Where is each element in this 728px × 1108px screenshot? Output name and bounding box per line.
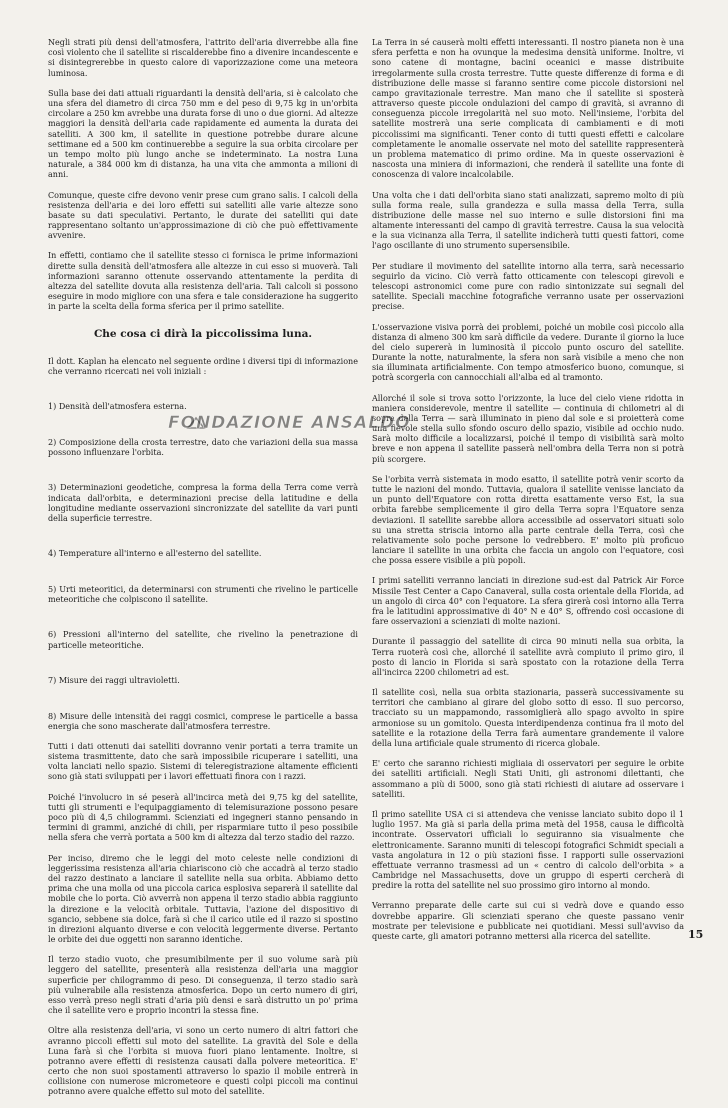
right-paragraph-6: Se l'orbita verrà sistemata in modo esatto, il satellite potrà venir scorto da tutte le nazioni del mondo. Tuttavia, qualora il satellite venisse lanciato da un punto dell'Equatore con rotta diretta esattamente verso Est, la sua orbita farebbe semplicemente il giro della Terra sopra l'Equatore senza deviazioni. Il satellite sarebbe allora accessibile ad osservatori situati solo su una stretta striscia intorno alla parte centrale della Terra, così che relativamente solo poche persone lo vedrebbero. E' molto più proficuo lanciare il satellite in una orbita che faccia un angolo con l'equatore, così che possa essere visibile a più popoli. xyxy=(372,474,684,566)
watermark: FONDAZIONE ANSALDO xyxy=(168,413,411,433)
left-paragraph-3: Comunque, queste cifre devono venir prese cum grano salis. I calcoli della resistenza dell'aria e dei loro effetti sui satelliti alle varie altezze sono basate su dati speculativi. Pertanto, le durate dei satelliti qui date rappresentano soltanto un'approssimazione di ciò che può effettivamente avvenire. xyxy=(48,190,358,241)
left-paragraph-5: Tutti i dati ottenuti dai satelliti dovranno venir portati a terra tramite un sistema trasmittente, dato che sarà impossibile ricuperare i satelliti, una volta lanciati nello spazio. Sistemi di teleregistrazione altamente efficienti sono già stati sviluppati per i lavori effettuati finora con i razzi. xyxy=(48,742,358,782)
right-paragraph-2: Una volta che i dati dell'orbita siano stati analizzati, sapremo molto di più sulla forma reale, sulla grandezza e sulla massa della Terra, sulla distribuzione delle masse nel suo interno e sulle distorsioni fini ma altamente interessanti del campo di gravità terrestre. Causa la sua velocità e la sua vicinanza alla Terra, il satellite indicherà tutti questi fattori, come l'ago oscillante di uno strumento supersensibile. xyxy=(372,190,684,251)
left-paragraph-8: Il terzo stadio vuoto, che presumibilmente per il suo volume sarà più leggero del satellite, presenterà alla resistenza dell'aria una maggior superficie per chilogrammo di peso. Di conseguenza, il terzo stadio sarà più vulnerabile alla resistenza atmosferica. Dopo un certo numero di giri, esso verrà preso negli strati d'aria più densi e sarà distrutto un po' prima che il satellite vero e proprio incontri la stessa fine. xyxy=(48,955,358,1016)
left-paragraph-7: Per inciso, diremo che le leggi del moto celeste nelle condizioni di leggerissima resistenza all'aria chiariscono ciò che accadrà al terzo stadio del razzo destinato a lanciare il satellite nella sua orbita. Abbiamo detto prima che una molla od una piccola carica esplosiva separerà il satellite dal mobile che lo porta. Ciò avverrà non appena il terzo stadio abbia raggiunto la direzione e la velocità orbitale. Tuttavia, l'azione del dispositivo di sgancio, sebbene sia dolce, farà sì che il carico utile ed il razzo si spostino in direzioni alquanto diverse e con velocità leggermente diverse. Pertanto le orbite dei due oggetti non saranno identiche. xyxy=(48,853,358,944)
list-item-2: 2) Composizione della crosta terrestre, dato che variazioni della sua massa possono influenzare l'orbita. xyxy=(48,437,358,457)
section-heading: Che cosa ci dirà la piccolissima luna. xyxy=(93,327,313,340)
list-item-5: 5) Urti meteoritici, da determinarsi con strumenti che rivelino le particelle meteoritiche che colpiscono il satellite. xyxy=(48,584,358,604)
right-paragraph-9: Il satellite così, nella sua orbita stazionaria, passerà successivamente su territori che cambiano al girare del globo sotto di esso. Il suo percorso, tracciato su un mappamondo, rassomiglierà allo spago avvolto in spire armoniose su un gomitolo. Questa interdipendenza continua fra il moto del satellite e la rotazione della Terra farà aumentare grandemente il valore della luna artificiale quale strumento di ricerca globale. xyxy=(372,688,684,748)
right-column xyxy=(372,28,684,941)
right-paragraph-12: Verranno preparate delle carte sui cui si vedrà dove e quando esso dovrebbe apparire. Gli scienziati sperano che queste passano venir mostrate per televisione e pubblicate nei quotidiani. Messi sull'avviso da queste carte, gli amatori potranno mettersi alla ricerca del satellite. xyxy=(372,901,684,941)
right-paragraph-1: La Terra in sé causerà molti effetti interessanti. Il nostro pianeta non è una sfera perfetta e non ha ovunque la medesima densità uniforme. Inoltre, vi sono catene di montagne, bacini oceanici e masse distribuite irregolarmente sulla crosta terrestre. Tutte queste differenze di forma e di distribuzione delle masse si faranno sentire come piccole distorsioni nel campo gravitazionale terrestre. Man mano che il satellite si sposterà attraverso queste piccole ondulazioni del campo di gravità, si avranno di conseguenza piccole irregolarità nel suo moto. Nell'insieme, l'orbita del satellite mostrerà una serie complicata di cambiamenti e di moti piccolissimi ma significanti. Tener conto di tutti questi effetti e calcolare completamente le anomalie osservate nel moto del satellite rappresenterà un problema matematico di primo ordine. Ma in queste osservazioni è nascosta una miniera di informazioni, che renderà il satellite una fonte di conoscenza di valore incalcolabile. xyxy=(372,38,684,180)
right-paragraph-5: Allorché il sole si trova sotto l'orizzonte, la luce del cielo viene ridotta in maniera considerevole, mentre il satellite — continuia di chilometri al di sopra della Terra — sarà illuminato in pieno dal sole e si proietterà come una fievole stella sullo sfondo oscuro dello spazio, visibile ad occhio nudo. Sarà molto difficile a localizzarsi, poiché il tempo di visibilità sarà molto breve e non appena il satellite passerà nell'ombra della Terra non si potrà più scorgere. xyxy=(372,393,684,464)
right-paragraph-11: Il primo satellite USA ci si attendeva che venisse lanciato subito dopo il 1 luglio 1957. Ma già si parla della prima metà del 1958, causa le difficoltà incontrate. Osservatori ufficiali lo seguiranno sia visualmente che elettronicamente. Saranno muniti di telescopi fotografici Schmidt speciali a vasta angolatura in 12 o più stazioni fisse. I rapporti sulle osservazioni effettuate verranno trasmessi ad un « centro di calcolo dell'orbita » a Cambridge nel Massachusetts, dove un gruppo di esperti cercherà di predire la rotta del satellite nel suo prossimo giro intorno al mondo. xyxy=(372,810,684,891)
list-item-3: 3) Determinazioni geodetiche, compresa la forma della Terra come verrà indicata dall'orbita, e determinazioni precise della latitudine e della longitudine mediante osservazioni sincronizzate del satellite da vari punti della superficie terrestre. xyxy=(48,483,358,523)
left-paragraph-2: Sulla base dei dati attuali riguardanti la densità dell'aria, si è calcolato che una sfera del diametro di circa 750 mm e del peso di 9,75 kg in un'orbita circolare a 250 km avrebbe una durata forse di uno o due giorni. Ad altezze maggiori la densità dell'aria cade rapidamente ed aumenta la durata dei satelliti. A 300 km, il satellite in questione potrebbe durare alcune settimane ed a 500 km continuerebbe a seguire la sua orbita circolare per un tempo molto più lungo anche se indeterminato. La nostra Luna naturale, a 384 000 km di distanza, ha una vita che ammonta a milioni di anni. xyxy=(48,88,358,180)
list-item-4: 4) Temperature all'interno e all'esterno del satellite. xyxy=(48,549,262,559)
page-number: 15 xyxy=(688,928,704,941)
left-paragraph-4: In effetti, contiamo che il satellite stesso ci fornisca le prime informazioni dirette sulla densità dell'atmosfera alle altezze in cui esso si muoverà. Tali informazioni saranno ottenute osservando attentamente la perdita di altezza del satellite dovuta alla resistenza dell'aria. Tali calcoli si possono eseguire in modo migliore con una sfera e tale considerazione ha suggerito in parte la scelta della forma sferica per il primo satellite. xyxy=(48,251,358,312)
left-paragraph-1: Negli strati più densi dell'atmosfera, l'attrito dell'aria diverrebbe alla fine così violento che il satellite si riscalderebbe fino a divenire incandescente e si disintegrerebbe in questo calore di vaporizzazione come una meteora luminosa. xyxy=(48,38,358,78)
list-item-6: 6) Pressioni all'interno del satellite, che rivelino la penetrazione di particelle meteoritiche. xyxy=(48,630,358,650)
right-paragraph-4: L'osservazione visiva porrà dei problemi, poiché un mobile così piccolo alla distanza di almeno 300 km sarà difficile da vedere. Durante il giorno la luce del cielo supererà in luminosità il piccolo punto oscuro del satellite. Durante la notte, naturalmente, la sfera non sarà visibile a meno che non sia illuminata artificialmente. Con tempo atmosferico buono, comunque, si potrà scorgerla con cannocchiali all'alba ed al tramonto. xyxy=(372,322,684,383)
list-intro: Il dott. Kaplan ha elencato nel seguente ordine i diversi tipi di informazione che verranno ricercati nei voli iniziali : xyxy=(48,356,358,376)
watermark-logo-icon xyxy=(186,416,206,430)
left-column xyxy=(48,28,358,1097)
right-paragraph-8: Durante il passaggio del satellite di circa 90 minuti nella sua orbita, la Terra ruoterà così che, allorché il satellite avrà compiuto il primo giro, il posto di lancio in Florida si sarà spostato con la rotazione della Terra all'incirca 2200 chilometri ad est. xyxy=(372,637,684,677)
list-item-1: 1) Densità dell'atmosfera esterna. xyxy=(48,402,187,412)
list-item-8: 8) Misure delle intensità dei raggi cosmici, comprese le particelle a bassa energia che sono mascherate dall'atmosfera terrestre. xyxy=(48,711,358,731)
left-paragraph-9: Oltre alla resistenza dell'aria, vi sono un certo numero di altri fattori che avranno piccoli effetti sul moto del satellite. La gravità del Sole e della Luna farà sì che l'orbita si muova fuori piano lentamente. Inoltre, si potranno avere effetti di resistenza causati dalla polvere meteoritica. E' certo che non suoi spostamenti attraverso lo spazio il mobile entrerà in collisione con numerose micrometeore e questi colpi piccoli ma continui potranno avere qualche effetto sul moto del satellite. xyxy=(48,1026,358,1097)
right-paragraph-10: E' certo che saranno richiesti migliaia di osservatori per seguire le orbite dei satelliti artificiali. Negli Stati Uniti, gli astronomi dilettanti, che assommano a più di 5000, sono già stati richiesti di aiutare ad osservare i satelliti. xyxy=(372,759,684,799)
left-paragraph-6: Poiché l'involucro in sé peserà all'incirca metà dei 9,75 kg del satellite, tutti gli strumenti e l'equipaggiamento di telemisurazione possono pesare poco più di 4,5 chilogrammi. Scienziati ed ingegneri stanno pensando in termini di grammi, anziché di chili, per risparmiare tutto il peso possibile nella sfera che verrà portata a 500 km di altezza dal terzo stadio del razzo. xyxy=(48,792,358,843)
right-paragraph-3: Per studiare il movimento del satellite intorno alla terra, sarà necessario seguirlo da vicino. Ciò verrà fatto otticamente con telescopi girevoli e telescopi astronomici come pure con radio sintonizzate sui segnali del satellite. Speciali macchine fotografiche verranno usate per osservazioni precise. xyxy=(372,261,684,312)
list-item-7: 7) Misure dei raggi ultravioletti. xyxy=(48,676,180,686)
right-paragraph-7: I primi satelliti verranno lanciati in direzione sud-est dal Patrick Air Force Missile Test Center a Capo Canaveral, sulla costa orientale della Florida, ad un angolo di circa 40° con l'equatore. La sfera girerà così intorno alla Terra fra le latitudini approssimative di 40° N e 40° S, offrendo così occasione di fare osservazioni a scienziati di molte nazioni. xyxy=(372,576,684,627)
